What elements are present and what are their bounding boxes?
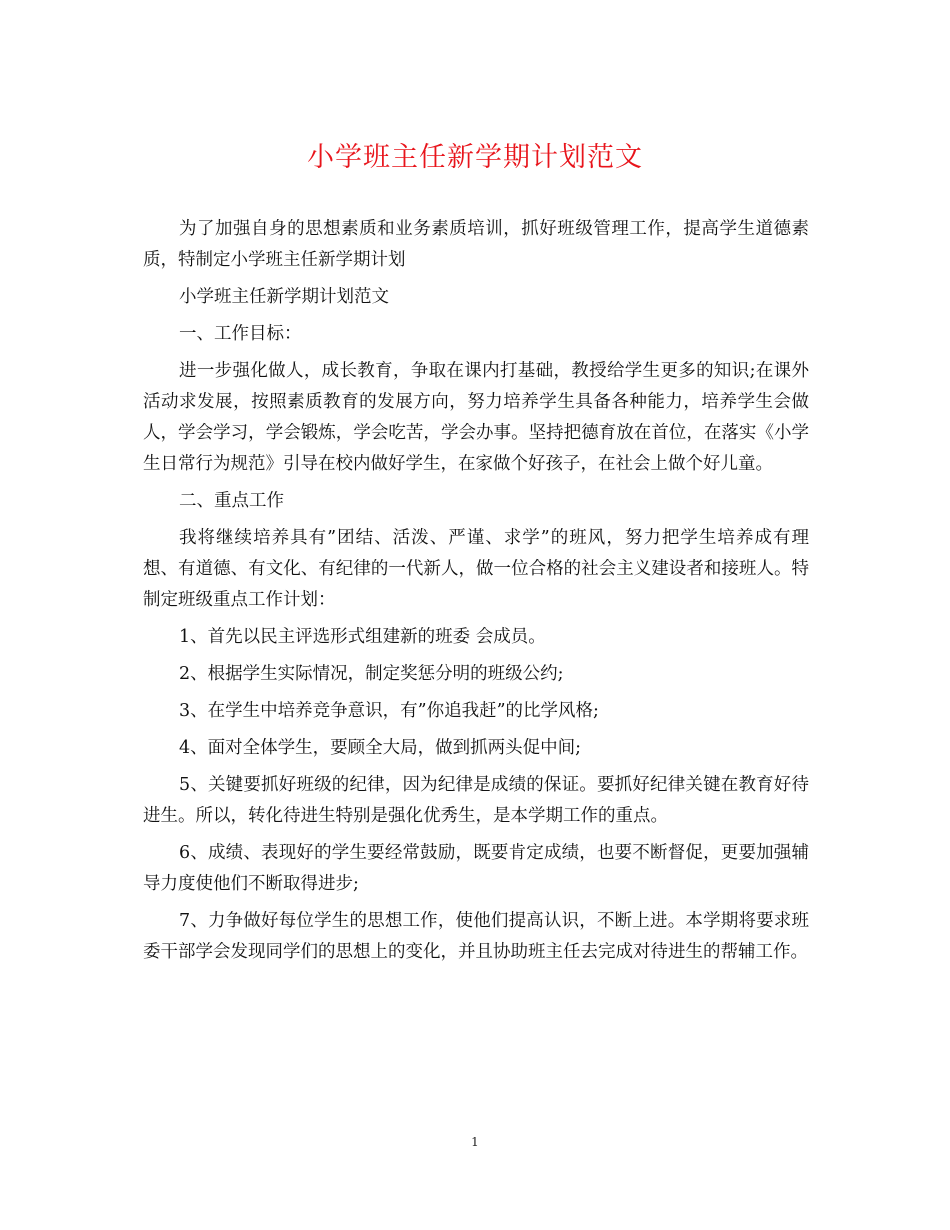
list-item-6: 6、成绩、表现好的学生要经常鼓励，既要肯定成绩，也要不断督促，更要加强辅导力度使他们不断取得进步; [143, 843, 809, 894]
goals-paragraph: 进一步强化做人，成长教育，争取在课内打基础，教授给学生更多的知识;在课外活动求发展，按照素质教育的发展方向，努力培养学生具备各种能力，培养学生会做人，学会学习，学会锻炼，学会吃苦，学会办事。坚持把德育放在首位，在落实《小学生日常行为规范》引导在校内做好学生，在家做个好孩子，在社会上做个好儿童。 [143, 361, 809, 474]
document-body [143, 214, 809, 974]
subtitle-paragraph: 小学班主任新学期计划范文 [179, 287, 389, 307]
list-item-4: 4、面对全体学生，要顾全大局，做到抓两头促中间; [179, 738, 582, 758]
page-number: 1 [471, 1135, 479, 1149]
key-work-paragraph: 我将继续培养具有”团结、活泼、严谨、求学”的班风，努力把学生培养成有理想、有道德、有文化、有纪律的一代新人，做一位合格的社会主义建设者和接班人。特制定班级重点工作计划： [143, 528, 809, 610]
section-heading-goals: 一、工作目标： [179, 324, 302, 344]
document-title: 小学班主任新学期计划范文 [307, 142, 643, 173]
list-item-5: 5、关键要抓好班级的纪律，因为纪律是成绩的保证。要抓好纪律关键在教育好待进生。所以，转化待进生特别是强化优秀生，是本学期工作的重点。 [143, 775, 809, 826]
list-item-3: 3、在学生中培养竞争意识，有”你追我赶”的比学风格; [179, 701, 599, 721]
section-heading-key-work: 二、重点工作 [179, 491, 284, 511]
list-item-7: 7、力争做好每位学生的思想工作，使他们提高认识，不断上进。本学期将要求班委干部学会发现同学们的思想上的变化，并且协助班主任去完成对待进生的帮辅工作。 [143, 911, 809, 962]
list-item-1: 1、首先以民主评选形式组建新的班委 会成员。 [179, 627, 546, 647]
list-item-2: 2、根据学生实际情况，制定奖惩分明的班级公约; [179, 664, 564, 684]
intro-paragraph: 为了加强自身的思想素质和业务素质培训，抓好班级管理工作，提高学生道德素质，特制定小学班主任新学期计划 [143, 219, 809, 270]
